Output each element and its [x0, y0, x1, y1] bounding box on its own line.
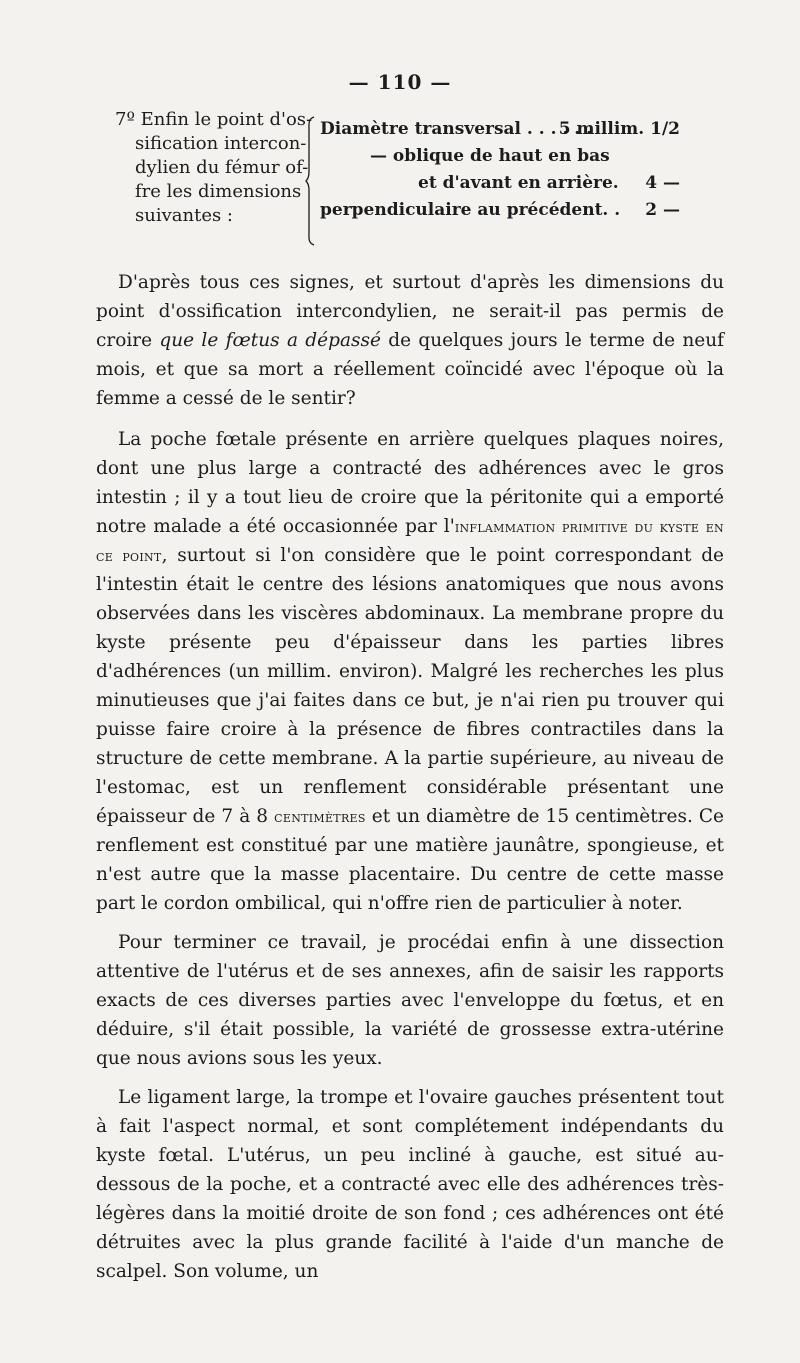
brace [305, 116, 315, 246]
ossification-measurements [115, 108, 680, 253]
paragraph [96, 268, 724, 413]
measurement-label: — oblique de haut en bas [370, 146, 610, 166]
intro-line: sification intercon- [135, 133, 307, 154]
measurement-row [320, 170, 680, 197]
measurement-label: perpendiculaire au précédent. . [320, 200, 621, 220]
body-text [96, 268, 724, 1296]
text-run: D'après tous ces signes, et surtout d'après les dimensions du point d'ossification intercondylien, ne serait-il pas permis de croire [96, 272, 724, 351]
paragraph [96, 425, 724, 918]
intro-line: fre les dimensions [135, 181, 302, 202]
small-caps-run: centimètres [274, 807, 366, 826]
text-run: , surtout si l'on considère que le point correspondant de l'intestin était le centre des lésions anatomiques que nous avons observées dans les viscères abdominaux. La membrane propre du kyste présente peu d'épaisseur dans les parties libres d'adhérences (un millim. environ). Malgré les recherches les plus minutieuses que j'ai faites dans ce but, je n'ai rien pu trouver qui puisse faire croire à la présence de fibres contractiles dans la structure de cette membrane. A la partie supérieure, au niveau de l'estomac, est un renflement considérable présentant une épaisseur de 7 à 8 [96, 545, 724, 827]
paragraph: Le ligament large, la trompe et l'ovaire gauches présentent tout à fait l'aspect normal, et sont complétement indépendants du kyste fœtal. L'utérus, un peu incliné à gauche, est situé au-dessous de la poche, et a contracté avec elle des adhérences très-légères dans la moitié droite de son fond ; ces adhérences ont été détruites avec la plus grande facilité à l'aide d'un manche de scalpel. Son volume, un [96, 1087, 724, 1282]
intro-line: 7º Enfin le point d'os- [115, 109, 313, 130]
measurement-label: Diamètre transversal . . . . . . [320, 119, 593, 139]
measurement-row [320, 116, 680, 143]
measurement-row [320, 197, 680, 224]
paragraph: Pour terminer ce travail, je procédai enfin à une dissection attentive de l'utérus et de ses annexes, afin de saisir les rapports exacts de ces diverses parties avec l'enveloppe du fœtus, et en déduire, s'il était possible, la variété de grossesse extra-utérine que nous avions sous les yeux. [96, 932, 724, 1069]
intro-line: dylien du fémur of- [135, 157, 309, 178]
measurement-label: et d'avant en arrière. [418, 173, 619, 193]
measurement-value: 4 — [645, 173, 680, 193]
measurement-value: 5 millim. 1/2 [558, 119, 680, 139]
emphasis: que le fœtus a dépassé [159, 330, 381, 351]
text-run: et un diamètre de 15 centimètres. Ce renflement est constitué par une matière jaunâtre, spongieuse, et n'est autre que la masse placentaire. Du centre de cette masse part le cordon ombilical, qui n'offre rien de particulier à noter. [96, 806, 725, 914]
measurement-value: 2 — [645, 200, 680, 220]
text-run: de quelques jours le terme de neuf mois, et que sa mort a réellement coïncidé avec l'époque où la femme a cessé de le sentir? [96, 330, 724, 409]
text-run: La poche fœtale présente en arrière quelques plaques noires, dont une plus large a contracté des adhérences avec le gros intestin ; il y a tout lieu de croire que la péritonite qui a emporté notre malade a été occasionnée par l' [96, 429, 724, 537]
measurement-row [320, 143, 680, 170]
small-caps-run: inflammation primitive du kyste en ce point [96, 517, 724, 565]
measurement-intro [115, 108, 313, 228]
intro-line: suivantes : [135, 205, 233, 226]
page-number: — 110 — [348, 70, 452, 94]
measurement-table [320, 116, 680, 224]
